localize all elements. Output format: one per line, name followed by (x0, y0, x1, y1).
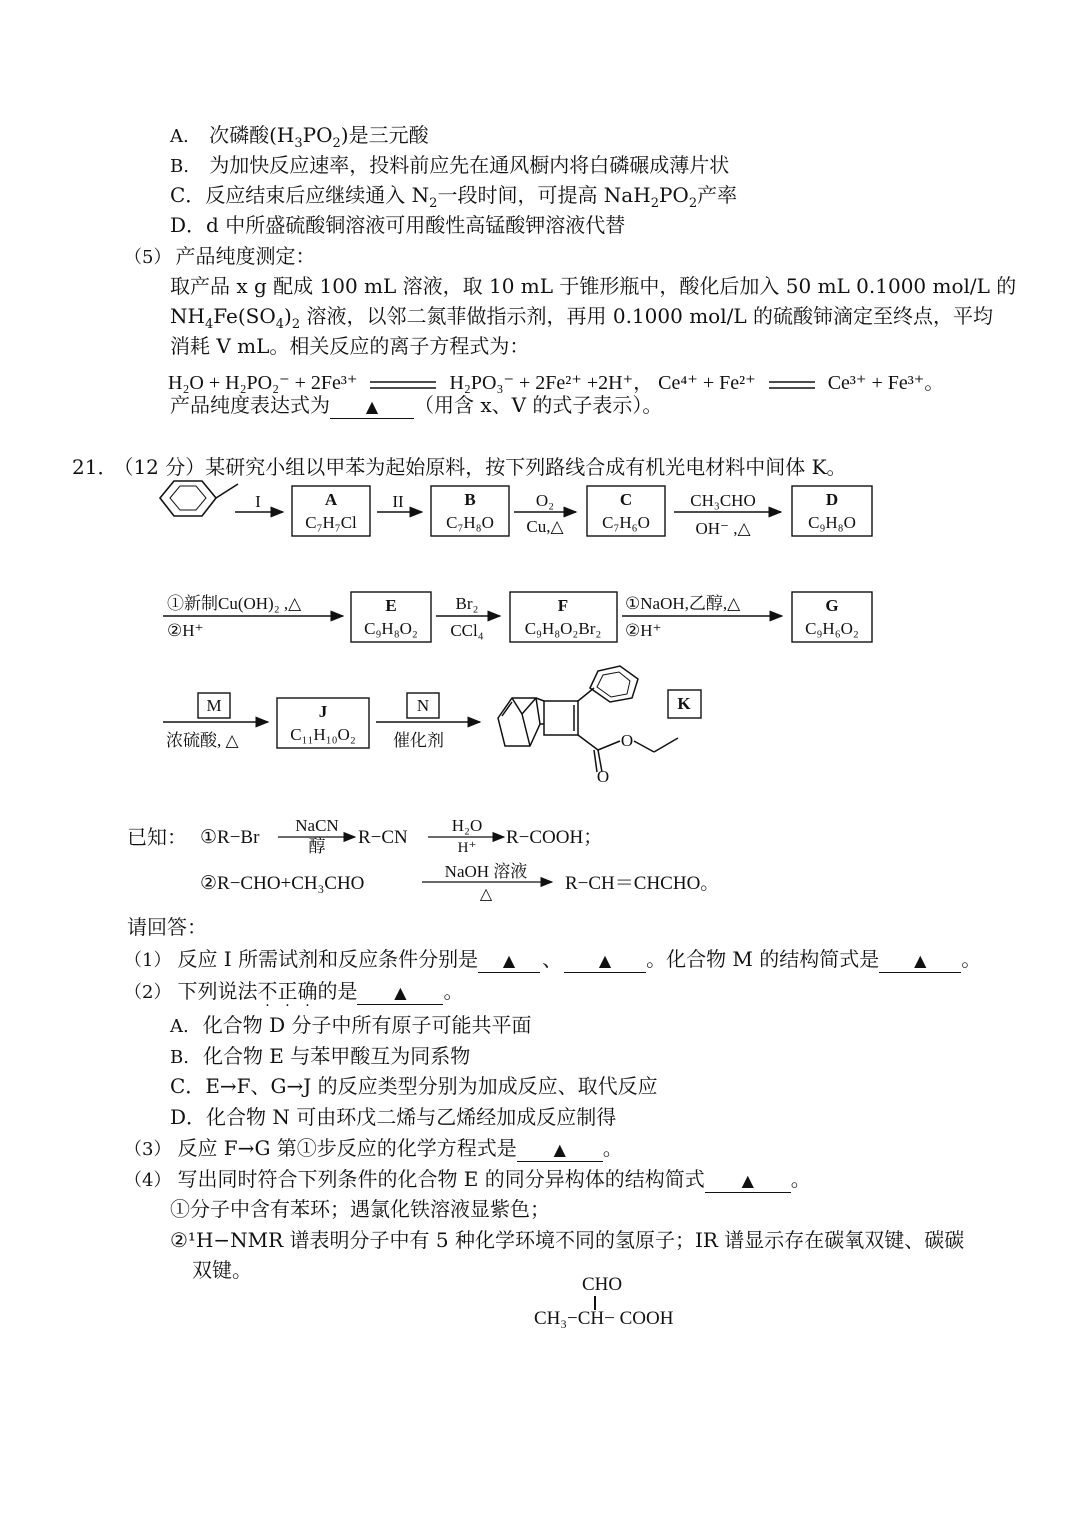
arrow-g-j-bottom: 浓硫酸, △ (166, 731, 239, 750)
please-answer: 请回答： (127, 915, 207, 939)
condition-1: ①分子中含有苯环；遇氯化铁溶液显紫色； (170, 1197, 550, 1221)
reaction2-reactants: ②R−CHO+CH₃CHO (200, 873, 365, 894)
arrow-b-c-bottom: Cu,△ (526, 517, 564, 536)
answer-blank[interactable]: ▲ (478, 948, 540, 973)
q21-part4: （4） 写出同时符合下列条件的化合物 E 的同分异构体的结构简式 ▲ 。 (124, 1167, 811, 1191)
compound-a-label: A (324, 490, 338, 509)
part5-heading (124, 243, 315, 271)
equals-sign (769, 373, 815, 396)
example-structure (520, 1274, 720, 1354)
question-number: （4） (124, 1170, 172, 1191)
answer-blank[interactable]: ▲ (879, 948, 961, 973)
arrow-j-k-bottom: 催化剂 (393, 731, 444, 750)
reaction2-product: R−CH＝CHCHO。 (565, 873, 720, 894)
condition-2-cont: 双键。 (192, 1258, 252, 1282)
product-k-structure (498, 666, 678, 772)
compound-k-label: K (677, 694, 691, 713)
synthesis-route (0, 476, 1088, 816)
option-text: 化合物 N 可由环戊二烯与乙烯经加成反应制得 (206, 1105, 617, 1129)
answer-blank[interactable]: ▲ (705, 1168, 791, 1193)
compound-b-formula: C₇H₈O (446, 513, 494, 532)
q21-part3: （3） 反应 F→G 第①步反应的化学方程式是 ▲ 。 (124, 1136, 623, 1160)
arrow-c-d-bottom: OH⁻ ,△ (695, 519, 751, 538)
eq1-right: H₂PO₃⁻ + 2Fe²⁺ +2H⁺， (449, 372, 654, 394)
answer-blank[interactable]: ▲ (357, 980, 443, 1005)
purity-line: 产品纯度表达式为 ▲ （用含 x、V 的式子表示）。 (170, 393, 663, 417)
part5-line2: $NH_4Fe(SO_4)_2$ 溶液，以邻二氮菲做指示剂，再用 0.1000 mol/L 的硫酸铈滴定至终点，平均 (170, 304, 993, 332)
option-text: 次磷酸$(H_3PO_2)$是三元酸 (209, 123, 429, 151)
emphasis-char: 不 (257, 979, 278, 1003)
compound-g-formula: C₉H₆O₂ (805, 619, 859, 638)
known-reactions (190, 812, 1090, 903)
option-label: D． (170, 1105, 207, 1129)
part5-line3: 消耗 V mL。相关反应的离子方程式为： (170, 334, 530, 358)
option-text: d 中所盛硫酸铜溶液可用酸性高锰酸钾溶液代替 (206, 213, 626, 237)
arrow-ii-label: II (392, 492, 404, 511)
condition-2: ②¹H−NMR 谱表明分子中有 5 种化学环境不同的氢原子；IR 谱显示存在碳氧双键、碳碳 (170, 1228, 965, 1252)
compound-j-label: J (318, 702, 328, 721)
emphasis-char: 确 (297, 979, 318, 1003)
option-text: 化合物 D 分子中所有原子可能共平面 (202, 1013, 532, 1037)
part2-option-b (170, 1043, 470, 1071)
arrow-e-f-bottom: CCl₄ (450, 621, 484, 640)
eq2-right: Ce³⁺ + Fe³⁺。 (827, 372, 945, 394)
compound-g-label: G (825, 596, 839, 615)
reaction1-reactant: ①R−Br (200, 827, 260, 848)
structure-chain: CH₃−CH− COOH (534, 1308, 674, 1329)
compound-j-formula: C₁₁H₁₀O₂ (290, 725, 356, 744)
option-label: C． (170, 183, 206, 207)
part2-option-c (170, 1073, 658, 1099)
emphasis-char: 正 (277, 979, 298, 1003)
option-d (170, 212, 625, 238)
reaction2-reagent: NaOH 溶液 (444, 862, 528, 881)
answer-blank[interactable]: ▲ (517, 1137, 603, 1162)
q21-text: （12 分）某研究小组以甲苯为起始原料，按下列路线合成有机光电材料中间体 K。 (123, 455, 847, 479)
part5-line1: 取产品 x g 配成 100 mL 溶液，取 10 mL 于锥形瓶中，酸化后加入 50 mL 0.1000 mol/L 的 (170, 274, 1017, 298)
known-label: 已知： (127, 825, 187, 849)
compound-e-label: E (385, 596, 397, 615)
option-label: B. (170, 1047, 189, 1068)
reaction1-product: R−COOH； (506, 827, 603, 848)
option-text: 反应结束后应继续通入 $N_2$一段时间，可提高 $NaH_2PO_2$产率 (205, 183, 738, 211)
compound-e-formula: C₉H₈O₂ (364, 619, 418, 638)
question-number: （2） (124, 982, 172, 1003)
reagent-m-label: M (206, 696, 222, 715)
reagent-n-label: N (416, 696, 430, 715)
compound-f-formula: C₉H₈O₂Br₂ (524, 619, 602, 638)
q21-part2: （2） 下列说法不正确的是 ▲ 。 (124, 979, 464, 1003)
reaction2-condition: △ (479, 886, 493, 903)
q21-part1: （1） 反应 I 所需试剂和反应条件分别是 ▲ 、 ▲ 。化合物 M 的结构简式是 ▲ 。 (124, 947, 982, 971)
compound-f-label: F (557, 596, 569, 615)
compound-b-label: B (464, 490, 476, 509)
k-ester-o: O (620, 731, 634, 750)
question-number: （3） (124, 1139, 172, 1160)
answer-blank[interactable]: ▲ (330, 394, 414, 419)
question-number: 21． (72, 455, 118, 479)
eq1-left: H₂O + H₂PO₂⁻ + 2Fe³⁺ (168, 372, 358, 394)
eq2-left: Ce⁴⁺ + Fe²⁺ (658, 372, 756, 394)
arrow-b-c-top: O₂ (535, 491, 555, 510)
arrow-f-g-top: ①NaOH,乙醇,△ (625, 594, 741, 613)
k-carbonyl-o: O (596, 767, 610, 786)
option-label: B. (170, 156, 189, 177)
option-text: 为加快反应速率，投料前应先在通风橱内将白磷碾成薄片状 (209, 153, 730, 177)
part2-option-a (170, 1012, 531, 1040)
arrow-i-label: I (255, 492, 261, 511)
arrow-d-e-bottom: ②H⁺ (167, 621, 204, 640)
reaction1-reagent1: NaCN (295, 816, 339, 835)
part5-title: 产品纯度测定： (175, 244, 316, 268)
compound-d-formula: C₉H₈O (808, 513, 856, 532)
reaction1-intermediate: R−CN (358, 827, 408, 848)
reaction1-reagent2: H₂O (451, 816, 483, 835)
option-label: A. (170, 1016, 189, 1037)
arrow-c-d-top: CH₃CHO (690, 491, 756, 510)
option-b (170, 152, 729, 180)
compound-d-label: D (825, 490, 839, 509)
toluene-structure (160, 481, 238, 516)
compound-a-formula: C₇H₇Cl (305, 513, 357, 532)
compound-c-formula: C₇H₆O (602, 513, 650, 532)
option-label: C． (170, 1074, 206, 1098)
arrow-f-g-bottom: ②H⁺ (625, 621, 662, 640)
question-number: （5） (124, 247, 172, 268)
arrow-e-f-top: Br₂ (455, 594, 479, 613)
option-text: 化合物 E 与苯甲酸互为同系物 (202, 1044, 471, 1068)
option-text: E→F、G→J 的反应类型分别为加成反应、取代反应 (205, 1074, 658, 1098)
question-number: （1） (124, 950, 172, 971)
option-label: A. (170, 126, 189, 147)
arrow-d-e-top: ①新制Cu(OH)₂ ,△ (167, 594, 302, 613)
reaction1-condition1: 醇 (308, 837, 326, 856)
structure-cho: CHO (582, 1274, 623, 1295)
reaction1-condition2: H⁺ (457, 840, 477, 856)
answer-blank[interactable]: ▲ (564, 948, 646, 973)
compound-c-label: C (619, 490, 633, 509)
part2-option-d (170, 1104, 616, 1130)
option-label: D． (170, 213, 207, 237)
